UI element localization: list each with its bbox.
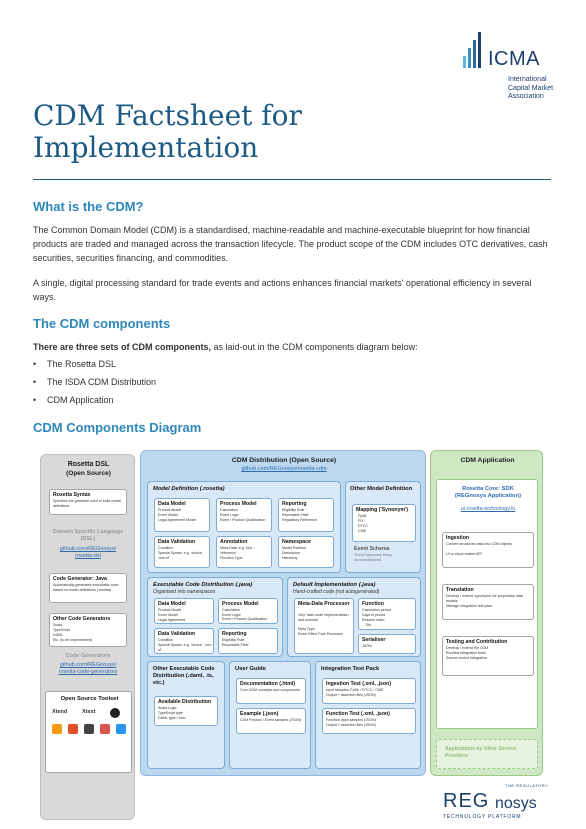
other-code-generators-box [49, 613, 127, 647]
example-box [236, 708, 306, 734]
tr-item: Manage integration test pack [446, 604, 493, 608]
components-intro [33, 340, 551, 354]
other-executable-panel [147, 661, 225, 769]
tc-item: Source control integration [446, 656, 487, 660]
annotation-box [216, 536, 272, 568]
exec-data-model-box [154, 598, 214, 624]
icma-logo [458, 26, 568, 122]
gens-link-1[interactable]: github.com/REGnosys/ [59, 662, 117, 668]
ingestion-heading: Ingestion [446, 535, 470, 541]
exec-process-model-box [218, 598, 278, 624]
data-validation-heading: Data Validation [158, 539, 196, 545]
available-distribution-heading: Available Distribution [158, 699, 212, 705]
mdp-item: Event Effect Path Processor [298, 632, 343, 636]
what-paragraph-2: A single, digital processing standard for trade events and actions enhances financial markets' operational efficiency in several ways. [33, 278, 532, 302]
section-heading-what: What is the CDM? [33, 199, 144, 214]
tc-item: Run/test integration tests [446, 651, 486, 655]
github-icon [110, 708, 120, 718]
rosetta-syntax-text: Specifies the grammar used to build model definitions [53, 499, 122, 508]
pm-item: Event Logic [220, 513, 239, 517]
regnosys-brand-big: REG [443, 790, 490, 812]
fn-item: Resolve index [362, 618, 385, 622]
rosetta-core-heading: Rosetta Core: SDK [462, 486, 514, 492]
it-item: Output + assertion files (JSON) [326, 693, 376, 697]
ft-item: Function input samples (JSON) [326, 718, 376, 722]
namespace-heading: Namespace [282, 539, 311, 545]
meta-data-processor-heading: Meta-Data Processor [298, 601, 350, 607]
reporting-box [278, 498, 334, 532]
mapping-heading: Mapping ('Synonym') [356, 507, 409, 513]
d3-icon [52, 724, 62, 734]
epm-item: Calculation [222, 608, 240, 612]
xtext-logo: Xtext [82, 709, 96, 715]
pm-item: Calculation [220, 508, 238, 512]
tr-item: Develop / extend 'synonyms' for proprietary data models [446, 594, 523, 603]
component-item: • CDM Application [33, 395, 114, 405]
executable-code-panel [147, 577, 283, 657]
default-implementation-subheading: Hand-crafted code (not autogenerated) [293, 589, 380, 595]
event-schema-item: 'Event' synonyms being decommissioned [354, 553, 392, 562]
section-heading-components: The CDM components [33, 316, 171, 331]
other-providers-box [436, 739, 538, 769]
data-model-box [154, 498, 210, 532]
documentation-box [236, 678, 306, 704]
exec-reporting-box [218, 628, 278, 654]
gens-link-2[interactable]: rosetta-code-generators [58, 669, 118, 675]
pm-item: Event / Product Qualification [220, 518, 266, 522]
event-schema-heading: Event Schema [354, 546, 390, 552]
it-item: Input samples: FpML / DTCC / CME [326, 688, 384, 692]
testing-contribution-heading: Testing and Contribution [446, 639, 508, 645]
integration-test-pack-heading: Integration Test Pack [321, 666, 380, 672]
available-distribution-box [154, 696, 218, 726]
documentation-heading: Documentation (.html) [240, 681, 296, 687]
exec-reporting-heading: Reporting [222, 631, 247, 637]
ingestion-test-heading: Ingestion Test (.xml, .json) [326, 681, 392, 687]
map-item: FIX [358, 519, 364, 523]
edm-item: Event Model [158, 613, 178, 617]
epm-item: Event / Product Qualification [222, 617, 268, 621]
rosetta-core-box [436, 479, 538, 729]
meta-data-processor-box [294, 598, 354, 654]
code-generator-java-text: Automatically generates executable code based on model definitions (.rosetta) [53, 583, 119, 592]
exec-data-validation-heading: Data Validation [158, 631, 196, 637]
icma-logo-word: ICMA [488, 48, 540, 70]
mdp-item: Meta Type [298, 627, 315, 631]
title-divider [33, 179, 551, 180]
function-box [358, 598, 416, 630]
data-validation-box [154, 536, 210, 568]
dsl-link-2[interactable]: rosetta-dsl [75, 553, 101, 559]
map-item: CME [358, 529, 366, 533]
fn-item: Days in period [362, 613, 385, 617]
executable-code-heading: Executable Code Distribution (.java) [153, 582, 253, 588]
dv-item: Special Syntax: e.g. 'choice', 'one-of' [158, 551, 204, 560]
dv-item: Condition [158, 546, 174, 550]
annotation-heading: Annotation [220, 539, 248, 545]
translation-heading: Translation [446, 587, 474, 593]
function-test-box [322, 708, 416, 734]
erep-item: Reportable Field [222, 643, 249, 647]
model-definition-panel [147, 481, 341, 573]
component-item: • The Rosetta DSL [33, 359, 116, 369]
namespace-box [278, 536, 334, 568]
open-source-toolset-box [45, 691, 132, 773]
dm-item: Product Model [158, 508, 182, 512]
fn-item: Calculation period [362, 608, 391, 612]
translation-box [442, 584, 534, 620]
default-implementation-panel [287, 577, 421, 657]
ann-item: Meta-Data: e.g. 'key' / 'reference' [220, 546, 255, 555]
rosetta-core-link[interactable]: ui.rosetta-technology.io [460, 506, 516, 512]
ser-item: JSON [362, 644, 372, 648]
mapping-box [352, 504, 416, 542]
regnosys-logo [423, 778, 583, 828]
model-definition-heading: Model Definition (.rosetta) [153, 486, 225, 492]
ing-item: Convert structured data into CDM objects [446, 542, 512, 546]
rep-item: Reportable Field [282, 513, 309, 517]
executable-code-subheading: Organised into namespaces [153, 589, 216, 595]
doc-item: Core CDM concepts and components [240, 688, 300, 692]
icma-logo-subtitle: International Capital Market Association [508, 76, 554, 100]
example-heading: Example (.json) [240, 711, 279, 717]
other-model-definition-heading: Other Model Definition [350, 486, 413, 492]
ft-item: Output + assertion files (JSON) [326, 723, 376, 727]
ns-item: Description [282, 551, 300, 555]
rosetta-syntax-box [49, 489, 127, 515]
html5-icon [68, 724, 78, 734]
edm-item: Product Model [158, 608, 182, 612]
dsl-link-1[interactable]: github.com/REGnosys/ [59, 546, 117, 552]
dsl-label: Domain Specific Language (DSL) [52, 529, 124, 542]
ingestion-test-box [322, 678, 416, 704]
process-model-heading: Process Model [220, 501, 257, 507]
reporting-heading: Reporting [282, 501, 307, 507]
docker-icon [116, 724, 126, 734]
components-intro-bold: There are three sets of CDM components, [33, 342, 212, 352]
other-executable-heading: Other Executable Code Distribution (.daml, .ts, etc.) [153, 666, 215, 686]
ex-item: CDM Product / Event samples (JSON) [240, 718, 302, 722]
regnosys-tagline-top: THE REGULATORY [505, 783, 549, 788]
rosetta-dsl-column [40, 454, 135, 820]
user-guide-panel [229, 661, 311, 769]
regnosys-tagline-bottom: TECHNOLOGY PLATFORM [443, 814, 522, 820]
other-model-definition-panel [345, 481, 421, 573]
other-gen-item: TypeScript [53, 628, 70, 632]
code-generator-java-box [49, 573, 127, 603]
erep-item: Eligibility Rule [222, 638, 245, 642]
section-heading-diagram: CDM Components Diagram [33, 420, 202, 435]
gradle-icon [84, 724, 94, 734]
rep-item: Eligibility Rule [282, 508, 305, 512]
avail-item: Scala Logic [158, 706, 177, 710]
data-model-heading: Data Model [158, 501, 186, 507]
map-item: FpML [358, 514, 368, 518]
edm-item: Legal Agreement [158, 618, 186, 622]
testing-contribution-box [442, 636, 534, 676]
tc-item: Develop / extend the CDM [446, 646, 489, 650]
what-paragraph-1: The Common Domain Model (CDM) is a standardised, machine-readable and machine-executable blueprint for how financial products are traded and managed across the transaction lifecycle. The product scope of the CDM includes OTC derivatives, cash securities, securities financing, and commodities. [33, 225, 548, 263]
ann-item: Function Type [220, 556, 243, 560]
rosetta-syntax-heading: Rosetta Syntax [53, 492, 91, 498]
cdm-application-column [430, 450, 543, 776]
function-test-heading: Function Test (.xml, .json) [326, 711, 390, 717]
java-icon [100, 724, 110, 734]
user-guide-heading: User Guide [235, 666, 266, 672]
toolset-heading: Open Source Toolset [60, 696, 119, 702]
rosetta-dsl-title: Rosetta DSL [67, 461, 110, 468]
ing-item: UI or cloud-hosted API [446, 552, 482, 556]
avail-item: DAML type / func [158, 716, 186, 720]
serialiser-heading: Serialiser [362, 637, 386, 643]
other-gen-item: Scala [53, 623, 62, 627]
dm-item: Event Model [158, 513, 178, 517]
other-code-generators-heading: Other Code Generators [53, 616, 111, 622]
map-item: DTCC [358, 524, 368, 528]
cdm-application-title: CDM Application [460, 457, 515, 464]
ns-item: Model Partition [282, 546, 306, 550]
exec-data-model-heading: Data Model [158, 601, 186, 607]
epm-item: Event Logic [222, 612, 241, 617]
default-implementation-heading: Default Implementation (.java) [293, 582, 376, 588]
xtend-logo: Xtend [52, 709, 68, 715]
integration-test-pack-panel [315, 661, 421, 769]
components-intro-rest: as laid-out in the CDM components diagram below: [211, 342, 418, 352]
avail-item: TypeScript type [158, 711, 183, 715]
code-generator-java-heading: Code Generator: Java [53, 576, 107, 582]
fn-item: ... Etc. [362, 623, 373, 627]
exec-data-validation-box [154, 628, 214, 654]
function-heading: Function [362, 601, 384, 607]
cdm-distribution-title: CDM Distribution (Open Source) [231, 457, 337, 464]
mdp-item: 'Key' hash code implementation and override [298, 613, 349, 622]
process-model-box [216, 498, 272, 532]
edv-item: Condition [158, 638, 174, 642]
exec-process-model-heading: Process Model [222, 601, 259, 607]
icma-logo-mark [458, 26, 488, 86]
other-gen-item: DAML [53, 633, 63, 637]
serialiser-box [358, 634, 416, 654]
cdm-distribution-column [140, 450, 426, 776]
cdm-distribution-link[interactable]: github.com/REGnosys/rosetta-cdm [241, 466, 327, 472]
rosetta-core-subheading: (REGnosys Application) [454, 493, 522, 499]
other-providers-label: Applications by Other Service Providers [445, 746, 517, 759]
ns-item: Hierarchy [282, 556, 298, 560]
rep-item: Regulatory Reference [282, 518, 317, 522]
rosetta-dsl-subtitle: (Open Source) [66, 470, 111, 477]
edv-item: Special Syntax: e.g. 'choice', 'one-of' [158, 643, 213, 652]
page-title: CDM Factsheet for Implementation [33, 99, 302, 164]
component-item: • The ISDA CDM Distribution [33, 377, 156, 387]
regnosys-brand-small: nosys [495, 795, 537, 812]
other-gen-item: Etc. (to be implemented) [53, 638, 93, 642]
dm-item: Legal Agreement Model [158, 518, 196, 522]
code-generators-label: Code Generators [65, 653, 111, 659]
ingestion-box [442, 532, 534, 568]
